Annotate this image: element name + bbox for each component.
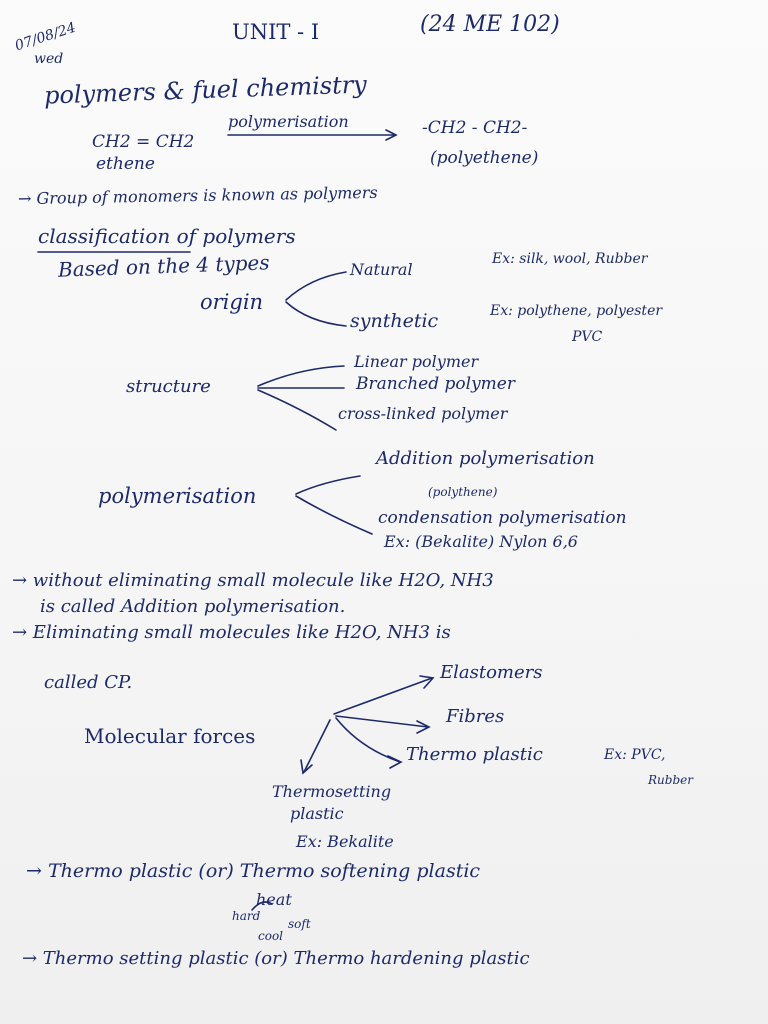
addition-note-line2: is called Addition polymerisation. xyxy=(40,596,346,617)
thermosetting-example: Ex: Bekalite xyxy=(296,832,394,851)
structure-item-linear: Linear polymer xyxy=(354,352,479,371)
soft-label: soft xyxy=(288,917,311,931)
course-code: (24 ME 102) xyxy=(420,12,560,37)
arrowhead-thermosetting xyxy=(301,760,312,773)
cool-label: cool xyxy=(258,929,284,943)
hard-label: hard xyxy=(232,909,261,923)
origin-branch-natural xyxy=(286,272,346,300)
heat-label: heat xyxy=(256,890,292,909)
arrowhead-elastomers xyxy=(420,676,433,688)
product: -CH2 - CH2- xyxy=(422,118,528,138)
polymer-definition: → Group of monomers is known as polymers xyxy=(17,182,378,209)
origin-synthetic-example: Ex: polythene, polyester xyxy=(490,303,663,319)
fibres: Fibres xyxy=(446,706,505,727)
addition-note-line1: → without eliminating small molecule like H2O, NH3 xyxy=(12,570,494,591)
day: wed xyxy=(34,51,64,67)
reaction-process: polymerisation xyxy=(228,112,349,131)
elastomers: Elastomers xyxy=(440,662,543,683)
thermo-note-line2: → Thermo setting plastic (or) Thermo hardening plastic xyxy=(22,948,530,969)
thermo-note-line1: → Thermo plastic (or) Thermo softening plastic xyxy=(26,860,481,882)
origin-synthetic-example-2: PVC xyxy=(572,329,603,345)
polymerisation-branch-addition xyxy=(296,476,360,494)
origin-natural-example: Ex: silk, wool, Rubber xyxy=(492,251,648,267)
reactant: CH2 = CH2 xyxy=(92,132,195,152)
polymerisation-branch-condensation xyxy=(296,496,372,534)
molecular-forces-label: Molecular forces xyxy=(84,724,256,748)
reactant-name: ethene xyxy=(96,154,155,174)
polymerisation-label: polymerisation xyxy=(98,484,257,508)
arrowhead-thermoplastic xyxy=(388,756,401,768)
arrow-thermoplastic xyxy=(336,718,400,762)
structure-item-branched: Branched polymer xyxy=(356,374,515,394)
origin-synthetic: synthetic xyxy=(350,310,439,332)
unit-title: UNIT - I xyxy=(232,20,320,44)
structure-branch-3 xyxy=(258,390,336,430)
origin-label: origin xyxy=(200,290,264,314)
product-name: (polyethene) xyxy=(430,148,539,168)
topic-title: polymers & fuel chemistry xyxy=(43,70,368,110)
structure-branch-1 xyxy=(258,366,344,386)
origin-natural: Natural xyxy=(350,260,413,279)
thermoplastic-example-2: Rubber xyxy=(648,773,693,787)
structure-item-crosslinked: cross-linked polymer xyxy=(338,404,508,423)
classification-heading: classification of polymers xyxy=(38,224,296,248)
thermoplastic-example: Ex: PVC, xyxy=(604,747,666,763)
arrow-thermosetting xyxy=(304,720,330,772)
structure-label: structure xyxy=(126,376,211,397)
arrowhead-fibres xyxy=(417,721,429,733)
thermosetting-2: plastic xyxy=(290,804,344,823)
arrow-fibres xyxy=(336,716,428,727)
arrow-elastomers xyxy=(334,678,432,714)
addition-example: (polythene) xyxy=(428,485,498,499)
condensation-note-line2: called CP. xyxy=(44,672,133,693)
condensation-example: Ex: (Bekalite) Nylon 6,6 xyxy=(384,532,578,551)
thermosetting: Thermosetting xyxy=(272,782,392,801)
reaction-arrowhead xyxy=(386,130,396,140)
addition-polymerisation: Addition polymerisation xyxy=(376,448,595,469)
date: 07/08/24 xyxy=(13,19,78,55)
classification-basis: Based on the 4 types xyxy=(57,250,270,282)
thermoplastic: Thermo plastic xyxy=(406,744,543,765)
origin-branch-synthetic xyxy=(286,302,346,326)
condensation-note-line1: → Eliminating small molecules like H2O, NH3 is xyxy=(12,622,451,643)
condensation-polymerisation: condensation polymerisation xyxy=(378,508,627,528)
